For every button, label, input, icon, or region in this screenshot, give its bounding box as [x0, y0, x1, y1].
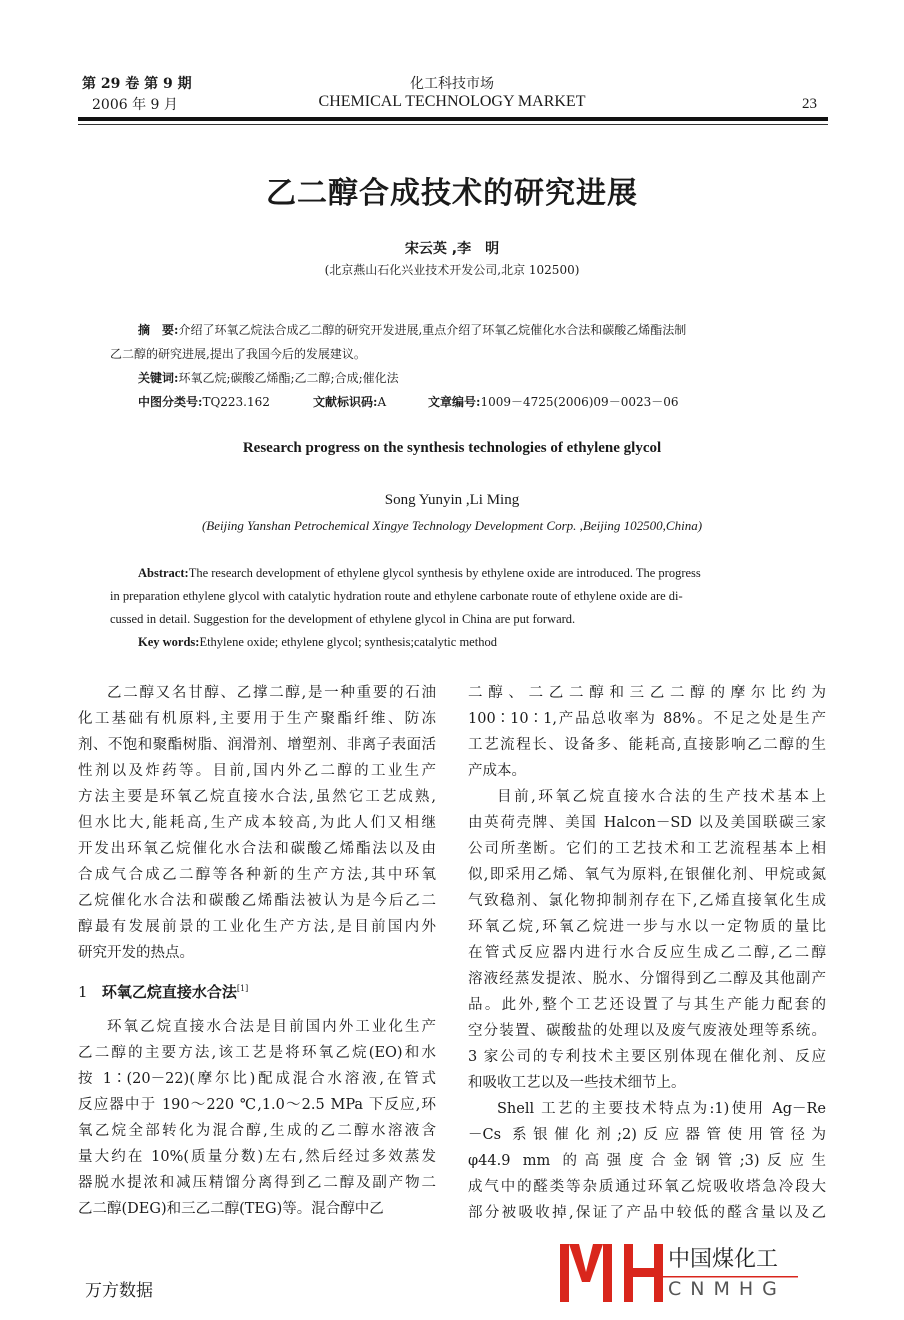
text-line: 环氧乙烷,环氧乙烷进一步与水以一定物质的量比 — [468, 919, 826, 935]
english-title: Research progress on the synthesis technologies of ethylene glycol — [242, 440, 662, 456]
english-abstract-text: The research development of ethylene glycol synthesis by ethylene oxide are introduced. The progress — [188, 566, 701, 580]
volume-issue: 第 29 卷 第 9 期 — [82, 76, 192, 92]
abstract-cn-cont: 乙二醇的研究进展,提出了我国今后的发展建议。 — [110, 347, 366, 361]
text-line: 气致稳剂、氯化物抑制剂存在下,乙烯直接氧化生成 — [468, 893, 826, 909]
abstract-label: 摘 要: — [138, 323, 179, 337]
english-affiliation: (Beijing Yanshan Petrochemical Xingye Technology Development Corp. ,Beijing 102500,China) — [201, 518, 703, 533]
classification — [138, 390, 270, 414]
english-keywords — [138, 635, 497, 650]
paragraph — [468, 1096, 826, 1226]
text-line: 氧乙烷全部转化为混合醇,生成的乙二醇水溶液含 — [78, 1123, 436, 1139]
text-line: 乙烷催化水合法和碳酸乙烯酯法被认为是今后乙二 — [78, 893, 436, 909]
text-line: 按 1∶(20－22)(摩尔比)配成混合水溶液,在管式 — [78, 1071, 436, 1087]
document-code — [313, 390, 386, 414]
text-line: 3 家公司的专利技术主要区别体现在催化剂、反应 — [468, 1049, 826, 1065]
text-line: 由英荷壳牌、美国 Halcon－SD 以及美国联碳三家 — [468, 815, 826, 831]
article-value: 1009－4725(2006)09－0023－06 — [480, 395, 679, 409]
text-line: 似,即采用乙烯、氧气为原料,在银催化剂、甲烷或氮 — [468, 867, 826, 883]
text-line: 剂、不饱和聚酯树脂、润滑剂、增塑剂、非离子表面活 — [78, 737, 436, 753]
journal-name-en: CHEMICAL TECHNOLOGY MARKET — [318, 93, 586, 110]
watermark-cn: 中国煤化工 — [668, 1247, 779, 1272]
text-line: 在管式反应器内进行水合反应生成乙二醇,乙二醇 — [468, 945, 826, 961]
header-rule-thick — [78, 117, 828, 121]
citation: [1] — [236, 984, 249, 993]
text-line: 环氧乙烷直接水合法是目前国内外工业化生产 — [107, 1019, 436, 1035]
text-line: 产成本。 — [468, 763, 526, 779]
text-line: 部分被吸收掉,保证了产品中较低的醛含量以及乙 — [468, 1205, 826, 1221]
article-label: 文章编号: — [428, 395, 481, 409]
intro-paragraph — [78, 680, 436, 966]
text-line: －Cs 系银催化剂;2)反应器管使用管径为 — [468, 1127, 826, 1143]
text-line: φ44.9 mm 的高强度合金钢管;3)反应生 — [468, 1153, 826, 1169]
text-line: 二醇、二乙二醇和三乙二醇的摩尔比约为 — [468, 685, 826, 701]
page-title: 乙二醇合成技术的研究进展 — [266, 176, 638, 211]
authors: 宋云英 ,李 明 — [404, 241, 500, 257]
text-line: 目前,环氧乙烷直接水合法的生产技术基本上 — [497, 789, 826, 805]
section-paragraph — [78, 1014, 436, 1222]
abstract-text: 介绍了环氧乙烷法合成乙二醇的研究开发进展,重点介绍了环氧乙烷催化水合法和碳酸乙烯酯法制 — [178, 323, 687, 337]
text-line: 公司所垄断。它们的工艺技术和工艺流程基本上相 — [468, 841, 826, 857]
text-line: 器脱水提浓和减压精馏分离得到乙二醇及副产物二 — [78, 1175, 436, 1191]
text-line: 开发出环氧乙烷催化水合法和碳酸乙烯酯法以及由 — [78, 841, 436, 857]
text-line: 成气中的醛类等杂质通过环氧乙烷吸收塔急冷段大 — [468, 1179, 826, 1195]
doc-value: A — [377, 395, 387, 409]
watermark-logo — [560, 1242, 800, 1304]
text-line: Shell 工艺的主要技术特点为:1)使用 Ag－Re — [497, 1101, 826, 1117]
clc-label: 中图分类号: — [138, 395, 203, 409]
text-line: 化工基础有机原料,主要用于生产聚酯纤维、防冻 — [78, 711, 436, 727]
text-line: 方法主要是环氧乙烷直接水合法,虽然它工艺成熟, — [78, 789, 436, 805]
keywords-text: 环氧乙烷;碳酸乙烯酯;乙二醇;合成;催化法 — [178, 371, 399, 385]
text-line: 但水比大,能耗高,生产成本较高,为此人们又相继 — [78, 815, 436, 831]
abstract-cn — [138, 318, 686, 342]
english-abstract-3: cussed in detail. Suggestion for the development of ethylene glycol in China are put forward. — [110, 612, 576, 626]
section-title: 环氧乙烷直接水合法 — [101, 983, 237, 1001]
keywords-cn — [138, 366, 399, 390]
text-line: 乙二醇又名甘醇、乙撑二醇,是一种重要的石油 — [107, 685, 436, 701]
text-line: 乙二醇(DEG)和三乙二醇(TEG)等。混合醇中乙 — [78, 1201, 384, 1217]
section-heading — [78, 976, 436, 1014]
article-number — [428, 390, 679, 414]
text-line: 合成气合成乙二醇等各种新的生产方法,其中环氧 — [78, 867, 436, 883]
journal-name-cn: 化工科技市场 — [410, 76, 494, 92]
text-line: 研究开发的热点。 — [78, 945, 194, 961]
english-authors: Song Yunyin ,Li Ming — [384, 492, 520, 508]
page-number: 23 — [802, 96, 817, 112]
english-abstract-2: in preparation ethylene glycol with catalytic hydration route and ethylene carbonate route of ethylene oxide are di- — [110, 589, 683, 603]
text-line: 品。此外,整个工艺还设置了与其生产能力配套的 — [468, 997, 826, 1013]
english-keywords-text: Ethylene oxide; ethylene glycol; synthesis;catalytic method — [199, 635, 497, 649]
text-line: 醇最有发展前景的工业化生产方法,是目前国内外 — [78, 919, 436, 935]
clc-value: TQ223.162 — [202, 395, 270, 409]
english-abstract-1 — [138, 566, 701, 581]
english-abstract-label: Abstract: — [138, 566, 189, 580]
left-column — [78, 680, 436, 1222]
keywords-label: 关键词: — [138, 371, 179, 385]
right-column — [468, 680, 826, 1226]
issue-date: 2006 年 9 月 — [92, 97, 178, 113]
text-line: 溶液经蒸发提浓、脱水、分馏得到乙二醇及其他副产 — [468, 971, 826, 987]
text-line: 空分装置、碳酸盐的处理以及废气废液处理等系统。 — [468, 1023, 826, 1039]
doc-label: 文献标识码: — [313, 395, 378, 409]
text-line: 工艺流程长、设备多、能耗高,直接影响乙二醇的生 — [468, 737, 826, 753]
section-number: 1 — [78, 983, 88, 1001]
text-line: 量大约在 10%(质量分数)左右,然后经过多效蒸发 — [78, 1149, 436, 1165]
text-line: 反应器中于 190～220 ℃,1.0～2.5 MPa 下反应,环 — [78, 1097, 436, 1113]
affiliation: (北京燕山石化兴业技术开发公司,北京 102500) — [324, 263, 580, 277]
footer-source: 万方数据 — [85, 1281, 153, 1301]
watermark-en: CNMHG — [668, 1278, 786, 1300]
text-line: 性剂以及炸药等。目前,国内外乙二醇的工业生产 — [78, 763, 436, 779]
english-keywords-label: Key words: — [138, 635, 200, 649]
header-rule-thin — [78, 124, 828, 125]
text-line: 乙二醇的主要方法,该工艺是将环氧乙烷(EO)和水 — [78, 1045, 436, 1061]
paragraph — [468, 680, 826, 784]
text-line: 100∶10∶1,产品总收率为 88%。不足之处是生产 — [468, 711, 826, 727]
paragraph — [468, 784, 826, 1096]
text-line: 和吸收工艺以及一些技术细节上。 — [468, 1075, 686, 1091]
